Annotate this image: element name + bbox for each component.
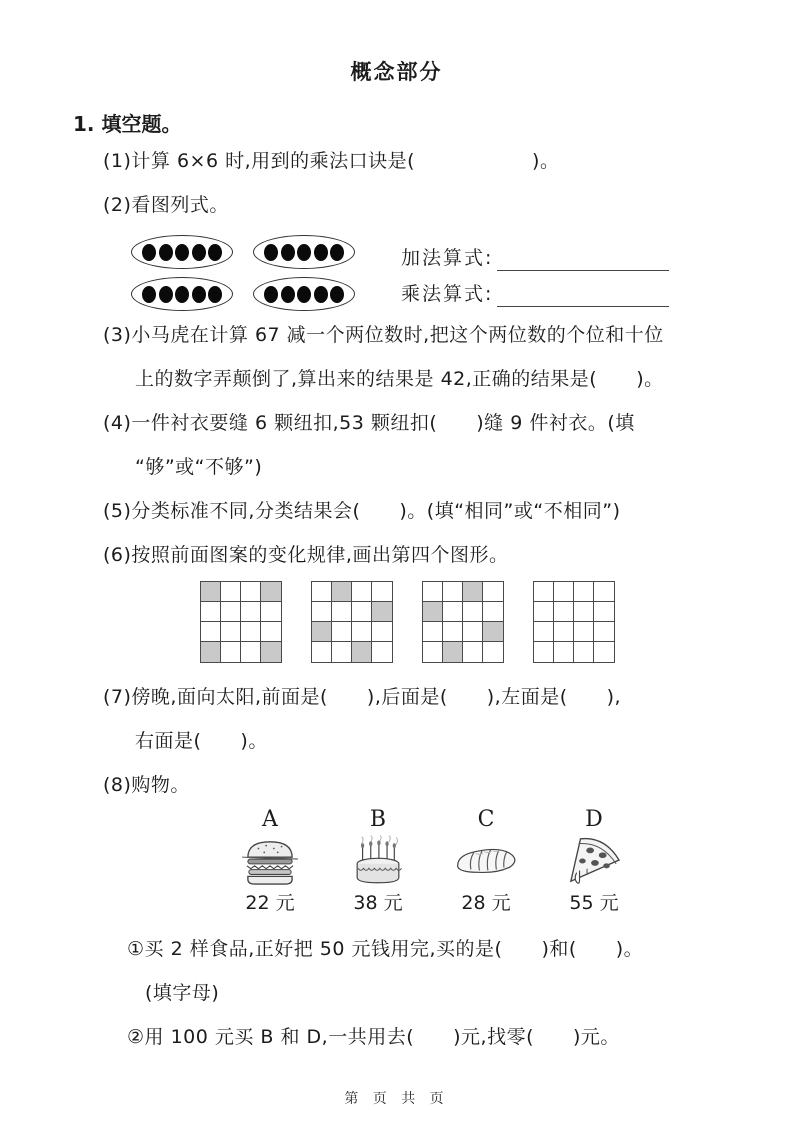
- question-6: (6)按照前面图案的变化规律,画出第四个图形。: [103, 544, 509, 566]
- pattern-grid-cell: [312, 642, 332, 662]
- dot: [314, 244, 328, 261]
- pattern-grid-cell: [534, 582, 554, 602]
- multiplication-equation-row: [401, 273, 669, 307]
- bread-icon: [448, 833, 524, 889]
- dot: [208, 286, 222, 303]
- dot: [330, 286, 344, 303]
- pattern-grid-cell: [352, 622, 372, 642]
- dot: [330, 244, 344, 261]
- pattern-grid-cell: [594, 582, 614, 602]
- pattern-grid-cell: [594, 642, 614, 662]
- dot: [175, 244, 189, 261]
- pattern-grid-cell: [574, 642, 594, 662]
- pizza-icon: [556, 833, 632, 889]
- dot: [264, 286, 278, 303]
- pattern-grid-cell: [332, 602, 352, 622]
- dot: [192, 286, 206, 303]
- pattern-grid-cell: [423, 642, 443, 662]
- hamburger-icon: [232, 833, 308, 889]
- pattern-grid-cell: [261, 622, 281, 642]
- dot: [281, 286, 295, 303]
- pattern-grid-cell: [312, 622, 332, 642]
- question-7-line1: (7)傍晚,面向太阳,前面是( ),后面是( ),左面是( ),: [103, 686, 622, 708]
- dot-oval: [131, 277, 233, 311]
- addition-equation-row: [401, 237, 669, 271]
- pattern-grid-cell: [594, 622, 614, 642]
- pattern-grid-cell: [312, 602, 332, 622]
- pattern-grid-cell: [221, 582, 241, 602]
- food-items: [232, 807, 745, 915]
- pattern-grid-cell: [463, 622, 483, 642]
- pattern-grid-cell: [483, 642, 503, 662]
- pattern-grid-cell: [201, 622, 221, 642]
- pattern-grid-cell: [443, 602, 463, 622]
- dot-oval: [253, 277, 355, 311]
- page-footer: 第 页 共 页: [344, 1091, 449, 1107]
- pattern-grid-cell: [534, 602, 554, 622]
- pattern-grid-cell: [443, 582, 463, 602]
- pattern-grid-cell: [332, 642, 352, 662]
- section-heading: 1. 填空题。: [73, 112, 182, 136]
- pattern-grid-cell: [352, 642, 372, 662]
- dot-oval: [131, 235, 233, 269]
- dot: [142, 244, 156, 261]
- pattern-grid-cell: [574, 602, 594, 622]
- pattern-grid-cell: [574, 622, 594, 642]
- dot: [281, 244, 295, 261]
- pattern-grid-cell: [534, 622, 554, 642]
- question-7-line2: 右面是( )。: [135, 730, 268, 752]
- dot: [192, 244, 206, 261]
- pattern-grid-cell: [554, 622, 574, 642]
- dot: [175, 286, 189, 303]
- pattern-grid-cell: [423, 602, 443, 622]
- dot: [159, 286, 173, 303]
- pattern-grid-cell: [443, 622, 463, 642]
- food-letter-b: B: [369, 807, 387, 832]
- addition-label: 加法算式:: [401, 247, 494, 269]
- food-letter-d: D: [585, 807, 603, 832]
- question-2: (2)看图列式。: [103, 194, 229, 216]
- pattern-grid-cell: [221, 622, 241, 642]
- pattern-grid-cell: [483, 582, 503, 602]
- food-price-a: 22 元: [245, 892, 295, 914]
- food-letter-c: C: [477, 807, 495, 832]
- dot-groups: [131, 235, 355, 311]
- pattern-grid-cell: [261, 582, 281, 602]
- question-8-sub1-line2: (填字母): [145, 982, 220, 1004]
- equation-blanks: [401, 235, 669, 311]
- pattern-grid-cell: [241, 602, 261, 622]
- question-3-line2: 上的数字弄颠倒了,算出来的结果是 42,正确的结果是( )。: [135, 368, 664, 390]
- dot: [297, 286, 311, 303]
- pattern-grid-cell: [261, 602, 281, 622]
- questions-area: [0, 139, 793, 1059]
- pattern-grid-cell: [261, 642, 281, 662]
- pattern-grid-cell: [594, 602, 614, 622]
- multiplication-label: 乘法算式:: [401, 283, 494, 305]
- pattern-grid-cell: [221, 642, 241, 662]
- pattern-grid-cell: [352, 582, 372, 602]
- pattern-grid-cell: [332, 622, 352, 642]
- question-1: (1)计算 6×6 时,用到的乘法口诀是( )。: [103, 150, 560, 172]
- dot: [208, 244, 222, 261]
- pattern-grid-cell: [463, 582, 483, 602]
- pattern-grid-cell: [372, 582, 392, 602]
- pattern-grids: [200, 581, 745, 663]
- pattern-grid-cell: [332, 582, 352, 602]
- question-3-line1: (3)小马虎在计算 67 减一个两位数时,把这个两位数的个位和十位: [103, 324, 664, 346]
- food-item-d: [556, 807, 632, 915]
- pattern-grid-cell: [241, 582, 261, 602]
- pattern-grid-cell: [463, 642, 483, 662]
- multiplication-blank-line: [497, 284, 669, 307]
- pattern-grid-cell: [201, 602, 221, 622]
- dot: [159, 244, 173, 261]
- page-title: 概念部分: [350, 60, 443, 84]
- food-price-d: 55 元: [569, 892, 619, 914]
- pattern-grid-cell: [372, 642, 392, 662]
- pattern-grid-cell: [554, 602, 574, 622]
- question-2-figure: [131, 235, 745, 311]
- pattern-grid-cell: [201, 642, 221, 662]
- food-item-c: [448, 807, 524, 915]
- pattern-grid: [200, 581, 282, 663]
- pattern-grid-cell: [463, 602, 483, 622]
- question-4-line2: “够”或“不够”): [135, 456, 263, 478]
- pattern-grid: [533, 581, 615, 663]
- pattern-grid-cell: [554, 642, 574, 662]
- pattern-grid-cell: [241, 642, 261, 662]
- pattern-grid-cell: [423, 622, 443, 642]
- pattern-grid-cell: [574, 582, 594, 602]
- dot: [297, 244, 311, 261]
- question-5: (5)分类标准不同,分类结果会( )。(填“相同”或“不相同”): [103, 500, 621, 522]
- pattern-grid-cell: [201, 582, 221, 602]
- pattern-grid-cell: [483, 622, 503, 642]
- food-item-a: [232, 807, 308, 915]
- food-price-b: 38 元: [353, 892, 403, 914]
- food-item-b: [340, 807, 416, 915]
- dot: [314, 286, 328, 303]
- pattern-grid: [311, 581, 393, 663]
- pattern-grid-cell: [423, 582, 443, 602]
- food-price-c: 28 元: [461, 892, 511, 914]
- pattern-grid-cell: [554, 582, 574, 602]
- pattern-grid-cell: [534, 642, 554, 662]
- dot: [264, 244, 278, 261]
- pattern-grid-cell: [372, 622, 392, 642]
- dot: [142, 286, 156, 303]
- pattern-grid: [422, 581, 504, 663]
- pattern-grid-cell: [352, 602, 372, 622]
- pattern-grid-cell: [221, 602, 241, 622]
- question-8: (8)购物。: [103, 774, 190, 796]
- food-letter-a: A: [262, 807, 278, 832]
- dot-oval: [253, 235, 355, 269]
- question-4-line1: (4)一件衬衣要缝 6 颗纽扣,53 颗纽扣( )缝 9 件衬衣。(填: [103, 412, 635, 434]
- birthday-cake-icon: [340, 833, 416, 889]
- pattern-grid-cell: [372, 602, 392, 622]
- question-8-sub1-line1: ①买 2 样食品,正好把 50 元钱用完,买的是( )和( )。: [127, 938, 644, 960]
- pattern-grid-cell: [443, 642, 463, 662]
- pattern-grid-cell: [483, 602, 503, 622]
- pattern-grid-cell: [241, 622, 261, 642]
- question-8-sub2: ②用 100 元买 B 和 D,一共用去( )元,找零( )元。: [127, 1026, 620, 1048]
- pattern-grid-cell: [312, 582, 332, 602]
- addition-blank-line: [497, 248, 669, 271]
